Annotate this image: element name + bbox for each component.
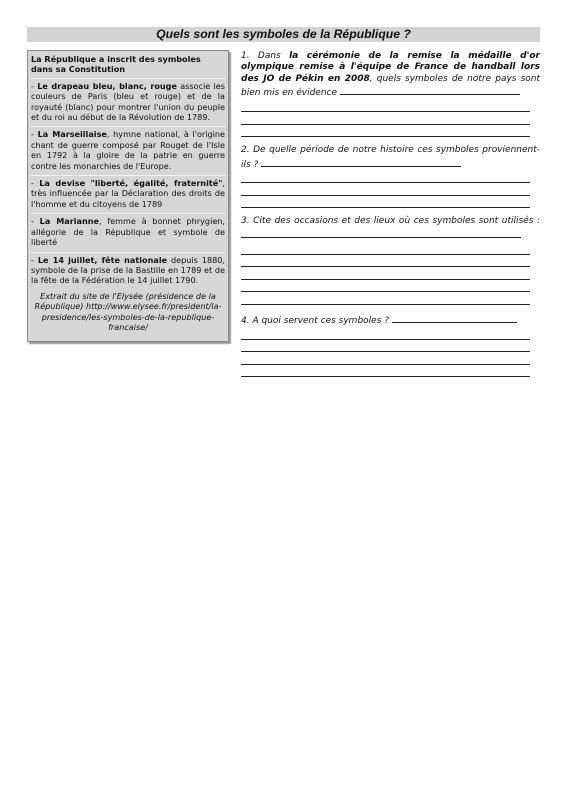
question-2 [241,145,540,171]
answer-line[interactable] [241,292,530,305]
answer-line[interactable] [241,228,521,238]
question-2-text: 2. De quelle période de notre histoire ces symboles proviennent-ils ? [241,145,540,170]
symbol-item-anthem: - La Marseillaise, hymne national, à l'origine chant de guerre composé par Rouget de l'Isle en 1792 à la gloire de la patrie en guerre contre les monarchies de l'Europe. [31,126,225,171]
answer-line[interactable] [241,125,530,138]
answer-line[interactable] [241,340,530,353]
info-box [27,50,229,342]
symbol-name: Le drapeau bleu, blanc, rouge [37,80,177,91]
symbol-name: La devise "liberté, égalité, fraternité" [39,178,223,189]
question-1-suffix: , quels symboles de notre pays sont bien mis en évidence [241,73,540,99]
answer-line[interactable] [340,85,520,95]
questions-section [241,51,540,377]
symbol-name: La Marianne [39,216,100,227]
answer-line[interactable] [241,267,530,280]
question-1-prefix: 1. Dans [241,51,290,61]
symbol-description: , très influencée par la Déclaration des droits de l'homme et du citoyens de 1789 [31,178,225,209]
answer-line[interactable] [241,171,530,184]
question-3-text: 3. Cite des occasions et des lieux où ces symboles sont utilisés : [241,216,540,227]
symbol-description: depuis 1880, symbole de la prise de la Bastille en 1789 et de la fête de la Fédération le 14 juillet 1790. [31,254,225,286]
symbol-item-national-day: - Le 14 juillet, fête nationale depuis 1880, symbole de la prise de la Bastille en 1789 et de la fête de la Fédération le 14 juillet 1790. [31,252,225,286]
answer-line[interactable] [241,280,530,293]
source-citation: Extrait du site de l'Elysée (présidence de la République) http://www.elysee.fr/president/la-presidence/les-symboles-de-la-republique-francaise/ [34,290,222,332]
symbol-description: associe les couleurs de Paris (bleu et rouge) et de la royauté (blanc) pour montrer l'union du peuple et du roi au début de la Révolution de 1789. [31,80,225,123]
answer-line[interactable] [241,365,530,378]
symbol-description: , hymne national, à l'origine chant de guerre composé par Rouget de l'Isle en 1792 à la gloire de la patrie en guerre contre les monarchies de l'Europe. [31,129,225,171]
symbol-description: , femme à bonnet phrygien, allégorie de la République et symbole de liberté [31,216,225,248]
question-1-topic: la cérémonie de la remise la médaille d'or olympique remise à l'équipe de France de handball lors des JO de Pékin en 2008 [241,51,540,84]
answer-line[interactable] [392,313,517,323]
answer-line[interactable] [241,112,530,125]
question-4-text: 4. A quoi servent ces symboles ? [241,315,392,326]
title-bar [27,27,540,42]
question-3 [241,216,540,242]
info-box-heading: La République a inscrit des symboles dans sa Constitution [31,54,201,75]
symbol-item-motto: - La devise "liberté, égalité, fraternité", très influencée par la Déclaration des droits de l'homme et du citoyens de 1789 [31,175,225,209]
symbol-item-flag: - Le drapeau bleu, blanc, rouge associe les couleurs de Paris (bleu et rouge) et de la royauté (blanc) pour montrer l'union du peuple et du roi au début de la Révolution de 1789. [31,78,225,123]
answer-line[interactable] [241,352,530,365]
page-title: Quels sont les symboles de la République ? [156,27,411,41]
answer-line[interactable] [241,255,530,268]
symbol-name: Le 14 juillet, fête nationale [37,254,168,265]
answer-line[interactable] [241,327,530,340]
question-4 [241,313,540,327]
answer-line[interactable] [241,183,530,196]
answer-line[interactable] [241,196,530,209]
symbol-name: La Marseillaise [37,129,107,140]
answer-line[interactable] [241,100,530,113]
question-1 [241,51,540,100]
answer-line[interactable] [261,157,461,167]
answer-line[interactable] [241,242,530,255]
symbol-item-marianne: - La Marianne, femme à bonnet phrygien, allégorie de la République et symbole de liberté [31,213,225,247]
